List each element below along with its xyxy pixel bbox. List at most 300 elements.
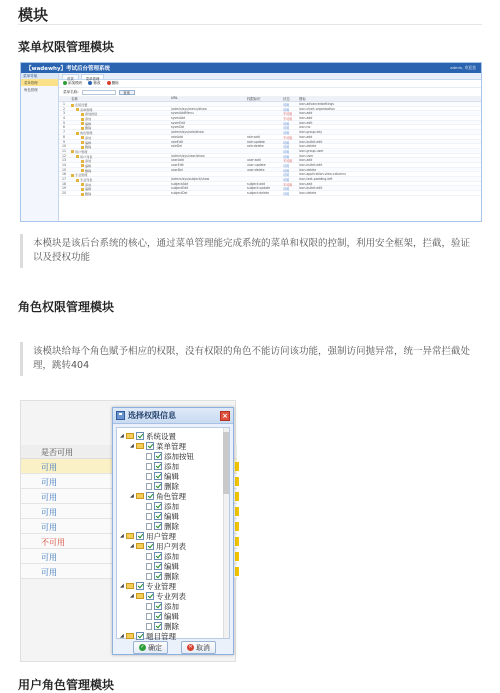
cell-perm: subject:delete [247,191,270,196]
cell-icon: icon-delete [299,144,317,149]
cell-name [69,172,171,176]
tree-node-label: 添加按钮 [164,451,194,461]
cell-perm: role:update [247,139,265,144]
cell-icon: icon-add [299,158,313,163]
col-icon: 图标 [299,97,306,101]
cell-name-text: 添加 [85,182,92,187]
status-column-header: 是否可用 [21,445,237,459]
col-perm: 权限标识 [247,97,261,101]
row-marker [235,477,239,486]
cell-name [69,111,171,115]
permission-checkbox[interactable] [154,512,162,520]
cell-icon: icon-bullet-edit [299,186,323,191]
cell-name [69,140,171,144]
tree-node[interactable] [140,611,179,621]
permission-checkbox[interactable] [136,432,144,440]
col-name: 名称 [71,97,78,101]
cell-no: 9 [63,139,65,144]
dialog-titlebar [113,408,233,424]
tree-node-label: 添加 [164,551,179,561]
cell-icon: icon-delete [299,167,317,172]
tool-label: 添加模块 [68,81,83,85]
permission-checkbox[interactable] [154,622,162,630]
cell-state: 可用 [283,103,290,107]
cell-name [69,163,171,167]
tree-node-label: 用户管理 [146,531,176,541]
tree-node[interactable] [140,621,179,631]
tree-node-label: 题目管理 [146,631,176,641]
toolbar-button[interactable] [107,81,119,86]
cell-url: sysmAddMenu [171,111,194,116]
status-value: 可用 [41,553,57,562]
permission-dialog [112,407,234,655]
expand-arrow-icon[interactable]: ◢ [130,593,134,599]
sidebar-item-role[interactable]: 角色管理 [24,88,38,92]
scroll-thumb[interactable] [223,432,229,494]
tool-label: 删除 [111,81,119,85]
admin-sidebar [21,73,59,221]
tree-node-label: 删除 [164,571,179,581]
folder-icon [126,633,134,639]
cell-no: 17 [62,177,66,181]
expand-arrow-icon[interactable]: ◢ [120,433,124,439]
cell-name-text: 添加 [85,117,92,122]
cell-no: 2 [63,106,65,111]
tree-node-label: 添加 [164,461,179,471]
cell-url [171,172,247,176]
cell-perm [247,121,283,125]
permission-checkbox[interactable] [136,532,144,540]
tree-node-label: 菜单管理 [156,441,186,451]
search-label: 菜单名称: [63,89,79,94]
cell-name [69,182,171,186]
cell-icon: icon-add [299,111,313,116]
toolbar-button[interactable] [88,81,100,86]
admin-tabs [59,73,481,80]
close-icon[interactable]: × [220,411,230,421]
cell-name [69,149,171,153]
cell-name-text: 系统设置 [75,103,88,107]
tree-node[interactable] [140,521,179,531]
file-icon [146,623,152,630]
search-button[interactable]: 查询 [119,90,135,95]
file-icon [146,453,152,460]
cell-name [69,154,171,158]
cell-no: 6 [63,125,65,130]
cell-name-text: 用户管理 [75,149,88,154]
admin-header [21,63,481,73]
row-marker [235,552,239,561]
cell-icon: icon-edit [299,120,313,125]
cell-name [69,177,171,181]
tree-node[interactable] [120,531,176,541]
row-marker [235,462,239,471]
tool-label: 修改 [93,81,101,85]
tree-scrollbar[interactable] [223,428,229,638]
cell-no: 20 [62,191,66,196]
tree-node-label: 专业管理 [146,581,176,591]
tree-node[interactable] [130,441,186,451]
section-role-title: 角色权限管理模块 [18,300,115,314]
cell-name-text: 添加 [85,159,92,164]
cell-state: 不可用 [283,135,293,140]
cell-perm [247,172,283,176]
folder-icon [136,493,144,499]
tree-node-label: 编辑 [164,611,179,621]
tree-node[interactable] [130,541,186,551]
expand-arrow-icon[interactable]: ◢ [120,533,124,539]
cell-name-text: 角色管理 [80,131,93,136]
cell-perm [247,177,283,181]
file-icon [146,473,152,480]
tree-node[interactable] [140,511,179,521]
expand-arrow-icon[interactable]: ◢ [130,543,134,549]
cell-state: 不可用 [283,112,293,117]
title-divider [18,24,482,25]
tree-node[interactable] [140,561,179,571]
cell-icon: icon-text-padding-left [299,177,333,181]
cell-name [69,168,171,172]
cell-perm [247,130,283,134]
cell-name-text: 添加按钮 [85,112,98,117]
cell-perm [247,102,283,106]
permission-checkbox[interactable] [154,612,162,620]
permission-checkbox[interactable] [154,482,162,490]
section-menu-desc [20,234,474,268]
col-url: URL [171,96,178,100]
confirm-button[interactable] [133,641,168,654]
tree-node-label: 专业列表 [156,591,186,601]
cell-state: 可用 [283,192,290,197]
expand-arrow-icon[interactable]: ◢ [130,443,134,449]
section-menu-desc-text: 本模块是该后台系统的核心，通过菜单管理能完成系统的菜单和权限的控制，利用安全框架，拦截，验证以及授权功能 [33,238,471,263]
permission-checkbox[interactable] [146,542,154,550]
permission-checkbox[interactable] [146,492,154,500]
tree-node-label: 删除 [164,621,179,631]
cell-state: 可用 [283,173,290,178]
tree-node-label: 添加 [164,501,179,511]
cell-url: /admin/sys/role/show [171,130,204,135]
cell-icon: icon-bullet-edit [299,139,323,144]
cell-name [69,158,171,162]
cell-state: 可用 [283,178,290,182]
folder-icon [136,593,144,599]
file-icon [146,553,152,560]
cell-icon: icon-advancedsettings [299,102,334,106]
permission-checkbox[interactable] [136,632,144,640]
cancel-label: 取消 [196,643,210,652]
admin-user-info: admin, 欢迎您 [450,65,476,70]
cell-icon: icon-group-user [299,148,324,153]
cell-name-text: 添加 [85,135,92,140]
cell-icon: icon-no [299,125,311,130]
tree-node-label: 添加 [164,601,179,611]
sidebar-header: 菜单导航 [21,73,58,79]
cell-perm [247,149,283,153]
cell-perm [247,154,283,158]
cell-no: 15 [62,167,66,172]
status-value: 可用 [41,478,57,487]
tab-home[interactable]: 首页 [62,74,79,79]
cell-no: 14 [62,162,66,167]
permission-checkbox[interactable] [154,502,162,510]
cell-url: sysmEdit [171,120,186,125]
cell-name [69,102,171,106]
folder-icon [136,543,144,549]
cell-url: roleAdd [171,134,183,139]
confirm-label: 确定 [148,643,162,652]
cell-perm [247,125,283,129]
section-role-desc [20,342,474,376]
cell-name-text: 删除 [85,168,92,173]
cell-icon: icon-add [299,116,313,121]
cell-perm: user:delete [247,167,265,172]
cell-icon: icon-delete [299,191,317,196]
cell-name-text: 专业管理 [75,173,88,178]
cell-name [69,116,171,120]
row-marker [235,567,239,576]
cell-name-text: 专业列表 [80,178,93,182]
cell-no: 11 [62,148,66,153]
cell-state: 不可用 [283,117,293,122]
tree-node[interactable] [120,581,176,591]
cell-name-text: 编辑 [85,187,92,192]
page-title: 模块 [18,6,49,24]
file-icon [146,503,152,510]
cell-name [69,135,171,139]
cell-icon: icon-add [299,181,313,186]
cell-name [69,130,171,134]
cell-state: 可用 [283,126,290,131]
cell-name-text: 删除 [85,192,92,197]
folder-icon [126,433,134,439]
status-value: 可用 [41,568,57,577]
permission-checkbox[interactable] [154,562,162,570]
cell-url: subjectDel [171,191,188,196]
dialog-title: 选择权限信息 [128,411,176,420]
admin-toolbar [59,80,481,88]
cell-perm [247,116,283,120]
cell-state: 可用 [283,163,290,168]
status-value: 可用 [41,463,57,472]
permission-checkbox[interactable] [154,452,162,460]
file-icon [146,523,152,530]
save-icon [116,411,125,420]
file-icon [146,573,152,580]
row-marker [235,507,239,516]
cell-no: 16 [62,172,66,177]
cell-name [69,125,171,129]
cell-perm: subject:add [247,181,266,186]
cell-name [69,121,171,125]
table-row[interactable] [59,191,481,196]
cell-perm: subject:update [247,186,271,191]
cell-url: userAdd [171,158,184,163]
tree-node[interactable] [130,491,186,501]
cell-name-text: 菜单管理 [80,107,93,112]
cell-url: userDel [171,167,183,172]
row-marker [235,537,239,546]
admin-screenshot [20,62,482,222]
cell-url [171,102,247,106]
search-bar [59,88,481,96]
role-screenshot [20,400,236,662]
cell-no: 3 [63,111,65,116]
folder-icon [81,193,84,196]
tree-node[interactable] [140,481,179,491]
permission-checkbox[interactable] [146,442,154,450]
tree-node-label: 删除 [164,481,179,491]
cell-url: sysmDel [171,125,185,130]
cell-url: /admin/sys/subject/show [171,177,210,181]
cell-url: subjectAdd [171,181,189,186]
cell-name-text: 用户列表 [80,154,93,159]
cell-perm [247,111,283,115]
tree-node-label: 编辑 [164,511,179,521]
cell-no: 18 [62,181,66,186]
tree-node[interactable] [140,471,179,481]
cell-url: sysmAdd [171,116,186,121]
cell-state: 可用 [283,145,290,150]
check-icon: ✓ [140,644,145,650]
search-input[interactable] [82,90,116,95]
cell-name-text: 编辑 [85,140,92,145]
permission-checkbox[interactable] [154,602,162,610]
cell-no: 5 [63,120,65,125]
section-user-title: 用户角色管理模块 [18,678,115,692]
file-icon [146,613,152,620]
cell-state: 可用 [283,131,290,136]
cell-url: userEdit [171,162,184,167]
cell-url: roleDel [171,144,183,149]
tree-node[interactable] [140,571,179,581]
cell-icon: icon-add [299,134,313,139]
cell-name-text: 删除 [85,145,92,150]
file-icon [146,513,152,520]
expand-arrow-icon[interactable]: ◢ [120,633,124,639]
cell-icon: icon-application-view-columns [299,172,346,177]
cell-no: 12 [62,153,66,158]
cell-no: 1 [63,102,65,106]
tree-node[interactable] [140,451,194,461]
permission-checkbox[interactable] [154,462,162,470]
cell-state: 可用 [283,168,290,173]
tree-node-label: 角色管理 [156,491,186,501]
tree-node[interactable] [120,431,176,441]
permission-tree [116,427,230,639]
row-marker [235,492,239,501]
cell-state: 可用 [283,107,290,112]
cell-icon: icon-bullet-edit [299,162,323,167]
folder-icon [136,443,144,449]
tree-node[interactable] [140,601,179,611]
cancel-button[interactable] [181,641,216,654]
tool-icon [63,81,67,85]
tool-icon [88,81,92,85]
file-icon [146,463,152,470]
toolbar-button[interactable] [63,81,82,86]
cell-state: 可用 [283,154,290,159]
cancel-icon: ✕ [188,644,193,650]
tree-node[interactable] [140,501,179,511]
file-icon [146,483,152,490]
permission-checkbox[interactable] [136,582,144,590]
status-value: 可用 [41,508,57,517]
cell-name-text: 编辑 [85,121,92,126]
cell-name [69,107,171,111]
tree-node-label: 编辑 [164,471,179,481]
tree-node-label: 系统设置 [146,431,176,441]
col-state: 状态 [283,97,290,101]
permission-checkbox[interactable] [146,592,154,600]
permission-checkbox[interactable] [154,472,162,480]
sidebar-item-menu[interactable]: 菜单管理 [21,79,58,86]
cell-url [171,149,247,153]
cell-no: 19 [62,186,66,191]
cell-url: roleEdit [171,139,183,144]
cell-state: 不可用 [283,159,293,164]
tab-menu[interactable]: 菜单管理 [81,74,105,79]
tree-node-label: 删除 [164,521,179,531]
expand-arrow-icon[interactable]: ◢ [120,583,124,589]
cell-name [69,186,171,190]
tree-node-label: 用户列表 [156,541,186,551]
cell-no: 8 [63,134,65,139]
col-no [59,96,69,101]
tree-node[interactable] [140,551,179,561]
cell-state: 不可用 [283,182,293,187]
tool-icon [107,81,111,85]
cell-state: 可用 [283,121,290,126]
cell-name-text: 编辑 [85,163,92,168]
permission-checkbox[interactable] [154,522,162,530]
status-value: 可用 [41,523,57,532]
tree-node[interactable] [130,591,186,601]
cell-url: /admin/sys/menu/show [171,106,207,111]
file-icon [146,603,152,610]
expand-arrow-icon[interactable]: ◢ [130,493,134,499]
section-role-desc-text: 该模块给每个角色赋予相应的权限，没有权限的角色不能访问该功能，强制访问抛异常，统一异常拦截处理，跳转404 [33,346,471,371]
cell-perm: user:add [247,158,261,163]
cell-icon: icon-group-key [299,130,323,135]
cell-no: 7 [63,130,65,135]
tree-node-label: 编辑 [164,561,179,571]
cell-icon: icon-user [299,153,314,158]
cell-no: 13 [62,158,66,163]
cell-perm [247,107,283,111]
permission-checkbox[interactable] [154,572,162,580]
cell-name [69,144,171,148]
cell-url: subjectEdit [171,186,189,191]
cell-state: 可用 [283,187,290,192]
cell-no: 10 [62,144,66,149]
tree-node[interactable] [120,631,176,641]
menu-table [59,96,481,221]
row-marker [235,522,239,531]
cell-name [69,191,171,195]
folder-icon [126,533,134,539]
cell-no: 4 [63,116,65,121]
cell-state: 可用 [283,149,290,154]
status-value: 可用 [41,493,57,502]
tree-node[interactable] [140,461,179,471]
cell-name-text: 删除 [85,126,92,131]
cell-perm: role:add [247,134,260,139]
cell-perm: role:delete [247,144,264,149]
permission-checkbox[interactable] [154,552,162,560]
file-icon [146,563,152,570]
admin-title: 【wadewhy】考试后台管理系统 [26,66,111,72]
